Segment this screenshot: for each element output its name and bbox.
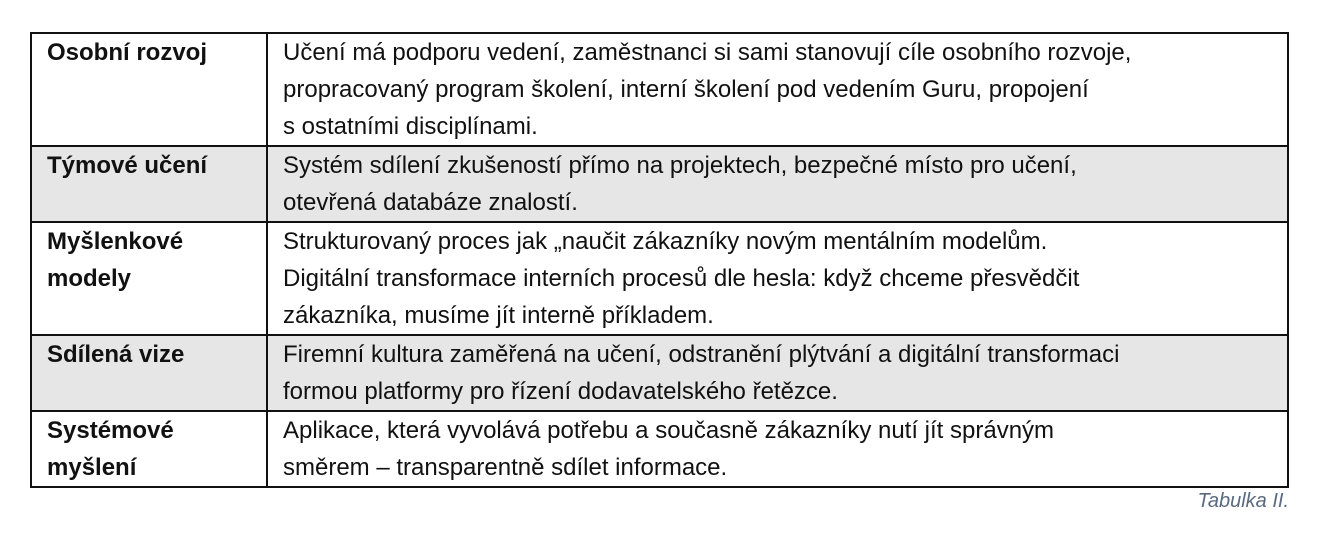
table-row <box>31 411 1288 487</box>
row-label-cell <box>31 335 267 411</box>
row-label-cell <box>31 33 267 146</box>
row-label-cell <box>31 411 267 487</box>
table-row <box>31 146 1288 222</box>
row-label: Systémové myšlení <box>47 417 174 481</box>
row-description: Učení má podporu vedení, zaměstnanci si sami stanovují cíle osobního rozvoje, propracovaný program školení, interní školení pod vedením Guru, propojení s ostatními disciplínami. <box>283 39 1132 140</box>
row-description: Firemní kultura zaměřená na učení, odstranění plýtvání a digitální transformaci formou platformy pro řízení dodavatelského řetězce. <box>283 341 1120 405</box>
row-label: Sdílená vize <box>47 341 185 368</box>
table-row <box>31 33 1288 146</box>
table-row <box>31 222 1288 335</box>
row-label-cell <box>31 222 267 335</box>
row-description-cell <box>267 222 1288 335</box>
row-description: Aplikace, která vyvolává potřebu a současně zákazníky nutí jít správným směrem – transparentně sdílet informace. <box>283 417 1055 481</box>
content-table <box>30 32 1289 488</box>
row-description-cell <box>267 33 1288 146</box>
row-label: Myšlenkové modely <box>47 228 184 292</box>
table-row <box>31 335 1288 411</box>
row-description: Strukturovaný proces jak „naučit zákazníky novým mentálním modelům. Digitální transformace interních procesů dle hesla: když chceme přesvědčit zákazníka, musíme jít interně příkladem. <box>283 228 1080 329</box>
row-label: Týmové učení <box>47 152 208 179</box>
row-label: Osobní rozvoj <box>47 39 208 66</box>
row-description-cell <box>267 146 1288 222</box>
row-description-cell <box>267 335 1288 411</box>
row-description-cell <box>267 411 1288 487</box>
row-description: Systém sdílení zkušeností přímo na projektech, bezpečné místo pro učení, otevřená databáze znalostí. <box>283 152 1077 216</box>
table-caption: Tabulka II. <box>1197 490 1289 512</box>
row-label-cell <box>31 146 267 222</box>
